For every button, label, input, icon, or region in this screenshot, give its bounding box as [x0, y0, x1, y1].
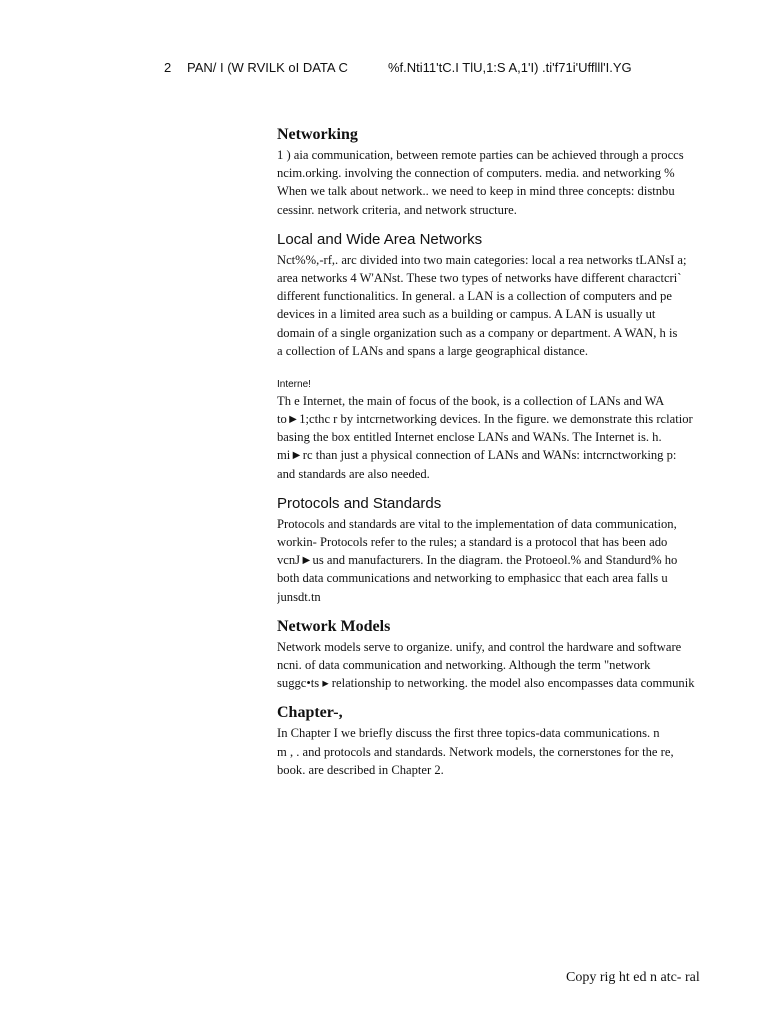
body-line: 1 ) aia communication, between remote parties can be achieved through a proccs [277, 148, 684, 162]
body-line: junsdt.tn [277, 589, 321, 604]
section-protocols [277, 493, 768, 606]
section-heading: Local and Wide Area Networks [277, 230, 483, 248]
body-line: ncni. of data communication and networking. Although the term "network [277, 657, 651, 672]
body-line: a collection of LANs and spans a large geographical distance. [277, 343, 589, 358]
section-heading: Protocols and Standards [277, 494, 442, 512]
body-line: suggc•ts ▸ relationship to networking. the model also encompasses data communik [277, 676, 695, 691]
part-title: PAN/ I (W RVILK oI DATA C [187, 60, 348, 75]
body-line: book. are described in Chapter 2. [277, 762, 444, 777]
body-line: Network models serve to organize. unify, and control the hardware and software [277, 639, 682, 654]
running-header [0, 60, 768, 80]
body-line: Th e Internet, the main of focus of the book, is a collection of LANs and WA [277, 393, 665, 408]
section-heading: Networking [277, 126, 358, 143]
body-line: mi►rc than just a physical connection of LANs and WANs: intcrnctworking p: [277, 448, 677, 463]
section-heading: Network Models [277, 617, 391, 635]
section-networking [277, 124, 768, 219]
section-chapter [277, 702, 768, 779]
body-line: m , . and protocols and standards. Network models, the cornerstones for the re, [277, 744, 674, 759]
section-internet [277, 378, 768, 483]
body-line: Nct%%,-rf,. arc divided into two main categories: local a rea networks tLANsI a; [277, 252, 687, 267]
body-line: devices in a limited area such as a building or campus. A LAN is usually ut [277, 307, 656, 322]
section-heading: Interne! [277, 378, 311, 390]
body-line: When we talk about network.. we need to keep in mind three concepts: distnbu [277, 184, 675, 199]
body-line: basing the box entitled Internet enclose LANs and WANs. The Internet is. h. [277, 430, 662, 445]
body-line: cessinr. network criteria, and network structure. [277, 202, 517, 217]
body-line: different functionalitics. In general. a LAN is a collection of computers and pe [277, 289, 672, 304]
body-line: Protocols and standards are vital to the implementation of data communication, [277, 516, 677, 531]
page-number: 2 [164, 60, 172, 75]
copyright-footer: Copy rig ht ed n atc- ral [566, 970, 700, 985]
section-lan-wan [277, 229, 768, 360]
body-line: workin- Protocols refer to the rules; a standard is a protocol that has been ado [277, 535, 668, 549]
body-line: and standards are also needed. [277, 466, 430, 481]
body-line: domain of a single organization such as a company or department. A WAN, h is [277, 325, 678, 340]
body-line: both data communications and networking to emphasicc that each area falls u [277, 571, 668, 586]
body-line: In Chapter I we briefly discuss the first three topics-data communications. n [277, 726, 660, 741]
running-title: %f.Nti11'tC.I TlU,1:S A,1'I) .ti'f71i'Ufflll'I.YG [388, 60, 632, 75]
page-body [277, 124, 768, 779]
body-line: ncim.orking. involving the connection of computers. media. and networking % [277, 166, 675, 181]
section-heading: Chapter-, [277, 704, 343, 722]
section-network-models [277, 616, 768, 693]
body-line: area networks 4 W'ANst. These two types of networks have different charactcri` [277, 270, 682, 285]
body-line: to►1;cthc r by intcrnetworking devices. In the figure. we demonstrate this rclatior [277, 412, 693, 427]
body-line: vcnJ►us and manufacturers. In the diagram. the Protoeol.% and Standurd% ho [277, 553, 678, 568]
